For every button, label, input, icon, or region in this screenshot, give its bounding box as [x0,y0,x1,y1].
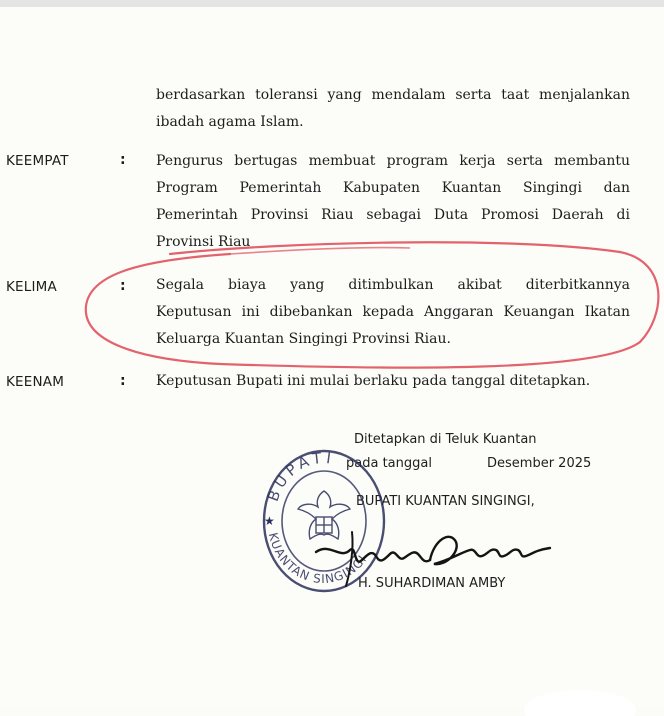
section-colon-keenam: : [120,373,126,389]
keempat-line-3: Pemerintah Provinsi Riau sebagai Duta Promosi Daerah di [156,207,630,223]
kelima-line-2: Keputusan ini dibebankan kepada Anggaran Keuangan Ikatan [156,304,630,320]
keempat-line-4: Provinsi Riau [156,234,251,250]
intro-line-1: berdasarkan toleransi yang mendalam serta taat menjalankan [156,87,630,103]
stamp-top-text: BUPATI [263,448,336,504]
intro-line-2: ibadah agama Islam. [156,114,304,130]
signature-date-prefix: pada tanggal [346,456,432,471]
kelima-line-3: Keluarga Kuantan Singingi Provinsi Riau. [156,331,451,347]
section-body-keenam [156,368,630,395]
section-body-kelima [156,272,630,353]
top-edge [0,0,664,7]
stamp-star-icon: ★ [264,514,275,528]
signature-date-value: Desember 2025 [487,456,592,471]
intro-paragraph [156,82,630,136]
stamp-bottom-text: KUANTAN SINGINGI [265,531,370,587]
section-body-keempat [156,148,630,256]
kelima-line-1: Segala biaya yang ditimbulkan akibat diterbitkannya [156,277,630,293]
section-colon-keempat: : [120,152,126,168]
section-label-keenam: KEENAM [6,374,65,390]
section-colon-kelima: : [120,278,126,294]
keenam-line-1: Keputusan Bupati ini mulai berlaku pada tanggal ditetapkan. [156,373,591,389]
section-label-kelima: KELIMA [6,279,57,295]
keempat-line-2: Program Pemerintah Kabupaten Kuantan Singingi dan [156,180,630,196]
handwritten-signature [310,520,560,590]
section-label-keempat: KEEMPAT [6,153,69,169]
signature-office: BUPATI KUANTAN SINGINGI, [356,494,535,509]
signature-name: H. SUHARDIMAN AMBY [358,576,506,591]
signature-place: Ditetapkan di Teluk Kuantan [354,432,537,447]
svg-text:BUPATI [264,449,336,504]
page-fold-shadow [520,676,640,716]
keempat-line-1: Pengurus bertugas membuat program kerja serta membantu [156,153,630,169]
